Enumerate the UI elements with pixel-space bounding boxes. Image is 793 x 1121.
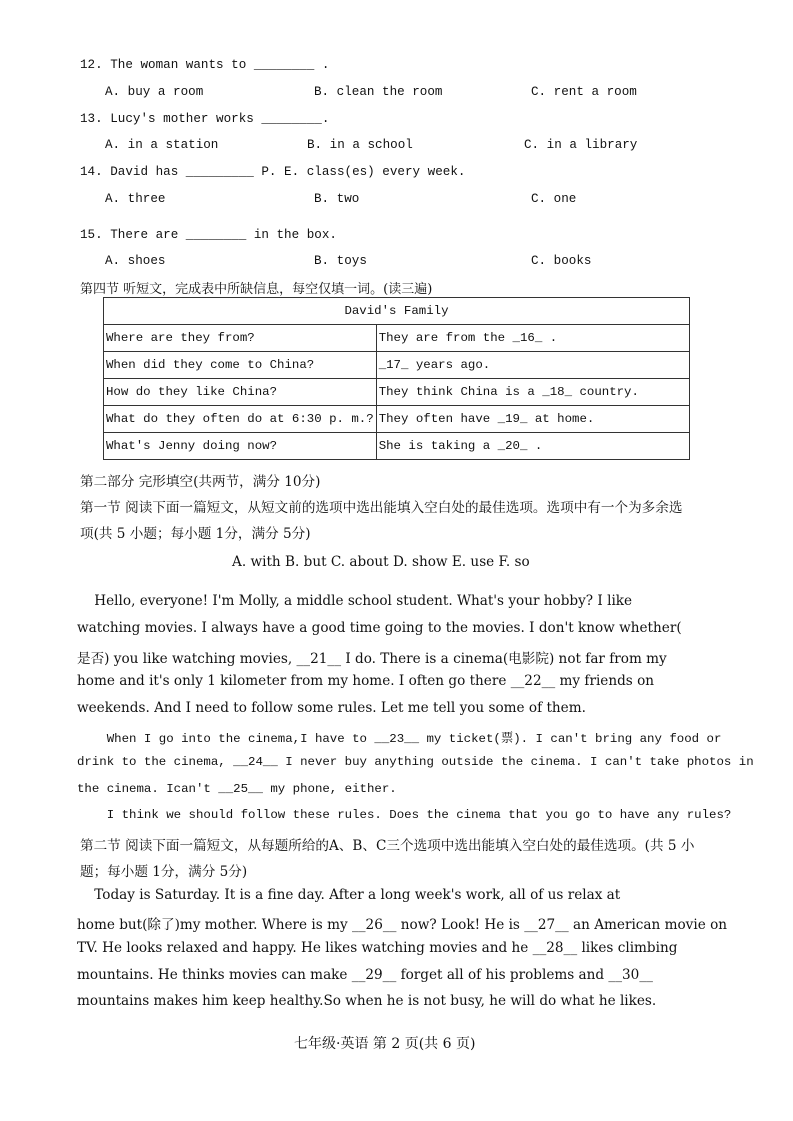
q12-option-c: C. rent a room [531,85,637,99]
passage4-line: TV. He looks relaxed and happy. He likes watching movies and he __28__ likes climbing [77,940,678,956]
table-question: Where are they from? [104,325,377,352]
part2-sec2-instruction-line2: 题；每小题 1分，满分 5分) [80,864,248,880]
q14-option-c: C. one [531,192,577,206]
q12-option-b: B. clean the room [314,85,443,99]
table-row [104,433,690,460]
passage2-line: When I go into the cinema,I have to __23__ my ticket(票). I can't bring any food or [77,732,722,746]
table-question: How do they like China? [104,379,377,406]
q13-option-b: B. in a school [307,138,413,152]
passage1-line: 是否) you like watching movies, __21__ I do. There is a cinema(电影院) not far from my [77,651,667,667]
passage1-line: Hello, everyone! I'm Molly, a middle school student. What's your hobby? I like [77,593,633,609]
q12-option-a: A. buy a room [105,85,204,99]
family-info-table [103,297,690,460]
passage4-line: mountains. He thinks movies can make __29__ forget all of his problems and __30__ [77,967,653,983]
passage4-line: Today is Saturday. It is a fine day. After a long week's work, all of us relax at [77,887,621,903]
table-question: What do they often do at 6:30 p. m.? [104,406,377,433]
q13-stem: 13. Lucy's mother works ________. [80,112,330,126]
section4-title: 第四节 听短文，完成表中所缺信息，每空仅填一词。(读三遍) [80,282,433,297]
q15-option-a: A. shoes [105,254,166,268]
q15-stem: 15. There are ________ in the box. [80,228,337,242]
q15-option-c: C. books [531,254,592,268]
table-row [104,379,690,406]
passage1-line: weekends. And I need to follow some rules. Let me tell you some of them. [77,700,586,716]
table-answer: _17_ years ago. [376,352,689,379]
table-answer: They often have _19_ at home. [376,406,689,433]
part2-sec2-instruction-line1: 第二节 阅读下面一篇短文，从每题所给的A、B、C三个选项中选出能填入空白处的最佳选项。(共 5 小 [80,838,695,854]
part2-sec1-instruction-line2: 项(共 5 小题；每小题 1分，满分 5分) [80,526,311,542]
table-answer: They are from the _16_ . [376,325,689,352]
passage2-line: drink to the cinema, __24__ I never buy anything outside the cinema. I can't take photos in [77,755,754,769]
q15-option-b: B. toys [314,254,367,268]
q14-option-b: B. two [314,192,360,206]
passage2-line: the cinema. Ican't __25__ my phone, either. [77,782,397,796]
passage4-line: mountains makes him keep healthy.So when he is not busy, he will do what he likes. [77,993,657,1009]
passage3-line: I think we should follow these rules. Does the cinema that you go to have any rules? [77,808,732,822]
table-row [104,406,690,433]
table-row [104,325,690,352]
passage1-line: home and it's only 1 kilometer from my home. I often go there __22__ my friends on [77,673,655,689]
page-footer: 七年级·英语 第 2 页(共 6 页) [294,1036,476,1052]
cloze-options: A. with B. but C. about D. show E. use F. so [232,554,530,570]
passage4-line: home but(除了)my mother. Where is my __26__ now? Look! He is __27__ an American movie on [77,917,728,933]
table-question: What's Jenny doing now? [104,433,377,460]
passage1-line: watching movies. I always have a good time going to the movies. I don't know whether( [77,620,682,636]
table-answer: They think China is a _18_ country. [376,379,689,406]
table-title: David's Family [104,298,690,325]
table-question: When did they come to China? [104,352,377,379]
q13-option-a: A. in a station [105,138,219,152]
table-answer: She is taking a _20_ . [376,433,689,460]
table-row [104,352,690,379]
part2-title: 第二部分 完形填空(共两节，满分 10分) [80,474,321,490]
q14-stem: 14. David has _________ P. E. class(es) every week. [80,165,466,179]
q13-option-c: C. in a library [524,138,638,152]
table-header-row [104,298,690,325]
part2-sec1-instruction-line1: 第一节 阅读下面一篇短文，从短文前的选项中选出能填入空白处的最佳选项。选项中有一个为多余选 [80,500,683,516]
q12-stem: 12. The woman wants to ________ . [80,58,330,72]
q14-option-a: A. three [105,192,166,206]
